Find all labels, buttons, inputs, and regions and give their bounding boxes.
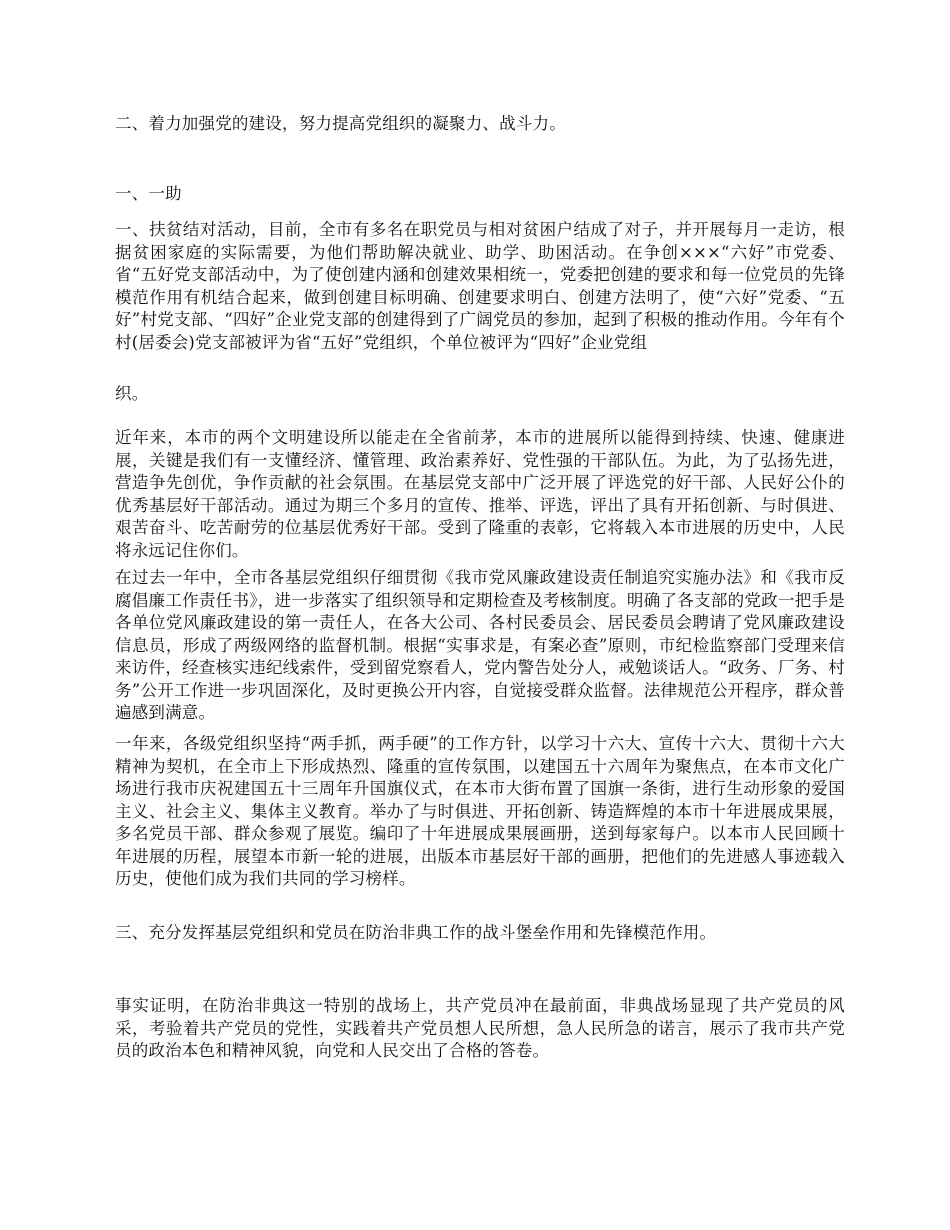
paragraph-cadre-selection: 近年来，本市的两个文明建设所以能走在全省前茅，本市的进展所以能得到持续、快速、健康进展，关键是我们有一支懂经济、懂管理、政治素养好、党性强的干部队伍。为此，为了弘扬先进，营造争先创优，争作贡献的社会氛围。在基层党支部中广泛开展了评选党的好干部、人民好公仆的优秀基层好干部活动。通过为期三个多月的宣传、推举、评选，评出了具有开拓创新、与时俱进、艰苦奋斗、吃苦耐劳的位基层优秀好干部。受到了隆重的表彰，它将载入本市进展的历史中，人民将永远记住你们。 xyxy=(115,428,845,560)
paragraph-publicity-education: 一年来，各级党组织坚持“两手抓，两手硬”的工作方针，以学习十六大、宣传十六大、贯彻十六大精神为契机，在全市上下形成热烈、隆重的宣传氛围，以建国五十六周年为聚焦点，在本市文化广场进行我市庆祝建国五十三周年升国旗仪式，在本市大街布置了国旗一条街，进行生动形象的爱国主义、社会主义、集体主义教育。举办了与时俱进、开拓创新、铸造辉煌的本市十年进展成果展，多名党员干部、群众参观了展览。编印了十年进展成果展画册，送到每家每户。以本市人民回顾十年进展的历程，展望本市新一轮的进展，出版本市基层好干部的画册，把他们的先进感人事迹载入历史，使他们成为我们共同的学习榜样。 xyxy=(115,734,845,888)
paragraph-anti-corruption: 在过去一年中，全市各基层党组织仔细贯彻《我市党风廉政建设责任制追究实施办法》和《我市反腐倡廉工作责任书》，进一步落实了组织领导和定期检查及考核制度。明确了各支部的党政一把手是各单位党风廉政建设的第一责任人，在各大公司、各村民委员会、居民委员会聘请了党风廉政建设信息员，形成了两级网络的监督机制。根据“实事求是，有案必查”原则，市纪检监察部门受理来信来访件，经查核实违纪线索件，受到留党察看人，党内警告处分人，戒勉谈话人。“政务、厂务、村务”公开工作进一步巩固深化，及时更换公开内容，自觉接受群众监督。法律规范公开程序，群众普遍感到满意。 xyxy=(115,568,845,722)
paragraph-poverty-pairing-tail: 织。 xyxy=(115,384,149,403)
paragraph-sars-conclusion: 事实证明，在防治非典这一特别的战场上，共产党员冲在最前面，非典战场显现了共产党员的风采，考验着共产党员的党性，实践着共产党员想人民所想，急人民所急的诺言，展示了我市共产党员的政治本色和精神风貌，向党和人民交出了合格的答卷。 xyxy=(115,996,845,1060)
section-two-heading: 二、着力加强党的建设，努力提高党组织的凝聚力、战斗力。 xyxy=(115,114,566,133)
one-help-heading: 一、一助 xyxy=(115,184,182,203)
paragraph-poverty-pairing: 一、扶贫结对活动，目前，全市有多名在职党员与相对贫困户结成了对子，并开展每月一走访，根据贫困家庭的实际需要，为他们帮助解决就业、助学、助困活动。在争创×××“六好”市党委、省“五好党支部活动中，为了使创建内涵和创建效果相统一，党委把创建的要求和每一位党员的先锋模范作用有机结合起来，做到创建目标明确、创建要求明白、创建方法明了，使“六好”党委、“五好”村党支部、“四好”企业党支部的创建得到了广阔党员的参加，起到了积极的推动作用。今年有个村(居委会)党支部被评为省“五好”党组织，个单位被评为“四好”企业党组 xyxy=(115,220,845,352)
section-three-heading: 三、充分发挥基层党组织和党员在防治非典工作的战斗堡垒作用和先锋模范作用。 xyxy=(115,923,717,942)
